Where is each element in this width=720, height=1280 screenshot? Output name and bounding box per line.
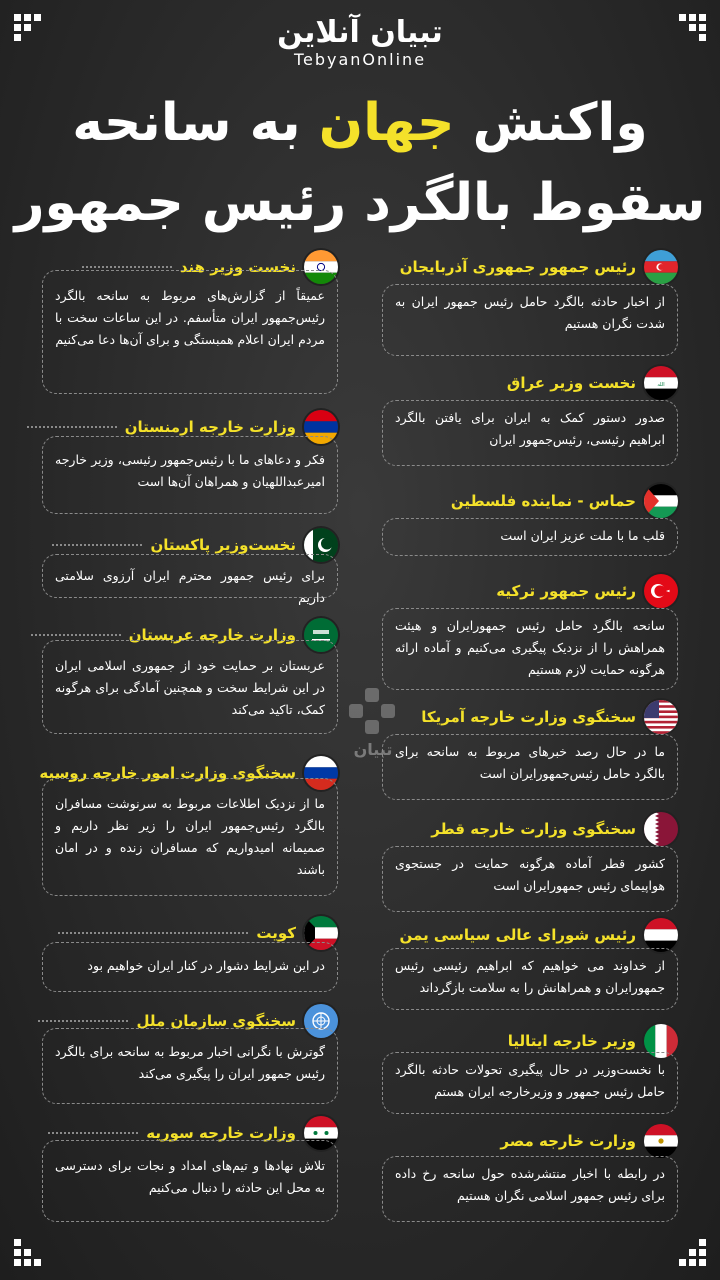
- card-text: قلب ما با ملت عزیز ایران است: [382, 518, 678, 556]
- card-russia: [39, 756, 338, 896]
- card-yemen: [382, 918, 678, 1010]
- card-text: ما در حال رصد خبرهای مربوط به سانحه برای بالگرد حامل رئیس‌جمهورایران است: [382, 734, 678, 800]
- card-label: رئیس جمهور ترکیه: [496, 582, 636, 600]
- card-text: تلاش نهادها و تیم‌های امداد و نجات برای دسترسی به محل این حادثه را دنبال می‌کنیم: [42, 1140, 338, 1222]
- card-text: در رابطه با اخبار منتشرشده حول سانحه رخ داده برای رئیس جمهور اسلامی نگران هستیم: [382, 1156, 678, 1222]
- corner-ornament-bottom-right: [670, 1230, 706, 1266]
- card-text: ما از نزدیک اطلاعات مربوط به سرنوشت مسافران بالگرد رئیس‌جمهور ایران را زیر نظر داریم و صمیمانه امیدواریم که مسافران زنده و در امان باشند: [42, 778, 338, 896]
- qatar-flag-icon: [644, 812, 678, 846]
- title-highlight: جهان: [318, 93, 455, 153]
- card-text: سانحه بالگرد حامل رئیس جمهورایران و هیئت همراهش را از نزدیک پیگیری می‌کنیم و آماده ارائه هرگونه حمایت لازم هستیم: [382, 608, 678, 690]
- card-label: سخنگوی وزارت خارجه آمریکا: [421, 708, 636, 726]
- card-label: وزیر خارجه ایتالیا: [507, 1032, 636, 1050]
- card-pakistan: [42, 528, 338, 605]
- divider-line: [58, 932, 248, 934]
- card-un: [42, 1004, 338, 1104]
- card-saudi: [42, 618, 338, 734]
- card-label: وزارت خارجه سوریه: [146, 1124, 296, 1142]
- corner-ornament-top-right: [670, 14, 706, 50]
- card-label: رئیس شورای عالی سیاسی یمن: [399, 926, 636, 944]
- card-text: از خداوند می‌ خواهیم که ابراهیم رئیسی رئیس جمهورایران و همراهانش را به سلامت بازگرداند: [382, 948, 678, 1010]
- divider-line: [27, 426, 117, 428]
- brand-logo-persian: تبیان آنلاین: [277, 15, 443, 50]
- card-text: در این شرایط دشوار در کنار ایران خواهیم بود: [42, 942, 338, 992]
- iraq-flag-icon: [644, 366, 678, 400]
- divider-line: [82, 266, 172, 268]
- card-syria: [42, 1116, 338, 1222]
- card-label: سخنگوی وزارت خارجه قطر: [431, 820, 636, 838]
- divider-line: [31, 634, 121, 636]
- card-label: رئیس جمهور جمهوری آذربایجان: [399, 258, 636, 276]
- watermark-text: تبیان: [353, 740, 393, 759]
- card-egypt: [382, 1124, 678, 1222]
- card-palestine: [382, 484, 678, 556]
- card-label: حماس - نماینده فلسطین: [450, 492, 636, 510]
- card-text: از اخبار حادثه بالگرد حامل رئیس جمهور ایران به شدت نگران هستیم: [382, 284, 678, 356]
- yemen-flag-icon: [644, 918, 678, 952]
- page-title-line2: سقوط بالگرد رئیس جمهور: [14, 173, 706, 233]
- corner-ornament-top-left: [14, 14, 50, 50]
- card-label: وزارت خارجه مصر: [500, 1132, 636, 1150]
- divider-line: [52, 544, 142, 546]
- page-title-line1: [0, 88, 720, 158]
- card-italy: [382, 1024, 678, 1114]
- card-kuwait: [42, 916, 338, 992]
- card-label: نخست وزیر هند: [179, 258, 296, 276]
- palestine-flag-icon: [644, 484, 678, 518]
- divider-line: [38, 1020, 128, 1022]
- card-text: صدور دستور کمک به ایران برای یافتن بالگرد ابراهیم رئیسی، رئیس‌جمهور ایران: [382, 400, 678, 466]
- divider-line: [48, 1132, 138, 1134]
- card-text: عربستان بر حمایت خود از جمهوری اسلامی ایران در این شرایط سخت و همچنین آمادگی برای هرگونه کمک، تاکید می‌کند: [42, 640, 338, 734]
- card-usa: [382, 700, 678, 800]
- azerbaijan-flag-icon: [644, 250, 678, 284]
- card-text: برای رئیس جمهور محترم ایران آرزوی سلامتی داریم: [42, 554, 338, 598]
- card-iraq: [382, 366, 678, 466]
- card-text: فکر و دعاهای ما با رئیس‌جمهور رئیسی، وزیر خارجه امیرعبداللهیان و همراهان آن‌ها است: [42, 436, 338, 514]
- svg-text:الله: الله: [657, 382, 665, 388]
- card-label: وزارت خارجه عربستان: [128, 626, 296, 644]
- card-text: با نخست‌وزیر در حال پیگیری تحولات حادثه بالگرد حامل رئیس جمهور و وزیرخارجه ایران هستم: [382, 1052, 678, 1114]
- card-text: کشور قطر آماده هرگونه حمایت در جستجوی هواپیمای رئیس جمهورایران است: [382, 846, 678, 912]
- card-text: عمیقاً از گزارش‌های مربوط به سانحه بالگرد رئیس‌جمهور ایران متأسفم. در این ساعات سخت با مردم ایران اعلام همبستگی و برای آن‌ها دعا می‌کنیم: [42, 270, 338, 394]
- card-azerbaijan: [382, 250, 678, 356]
- brand-logo-english: TebyanOnline: [293, 50, 427, 69]
- card-turkey: [382, 574, 678, 690]
- card-text: گوترش با نگرانی اخبار مربوط به سانحه برای بالگرد رئیس جمهور ایران را پیگیری می‌کند: [42, 1028, 338, 1104]
- card-label: نخست‌وزیر پاکستان: [150, 536, 296, 554]
- card-armenia: [42, 410, 338, 514]
- card-label: نخست وزیر عراق: [506, 374, 636, 392]
- card-qatar: [382, 812, 678, 912]
- card-label: سخنگوی وزارت امور خارجه روسیه: [39, 764, 296, 782]
- card-label: سخنگوی سازمان ملل: [136, 1012, 296, 1030]
- card-label: کویت: [256, 924, 296, 942]
- egypt-flag-icon: [644, 1124, 678, 1158]
- brand-logo: [260, 14, 460, 69]
- usa-flag-icon: [644, 700, 678, 734]
- card-india: [42, 250, 338, 394]
- turkey-flag-icon: [644, 574, 678, 608]
- corner-ornament-bottom-left: [14, 1230, 50, 1266]
- title-suffix: به سانحه: [72, 93, 319, 153]
- card-label: وزارت خارجه ارمنستان: [124, 418, 296, 436]
- title-prefix: واکنش: [454, 93, 648, 153]
